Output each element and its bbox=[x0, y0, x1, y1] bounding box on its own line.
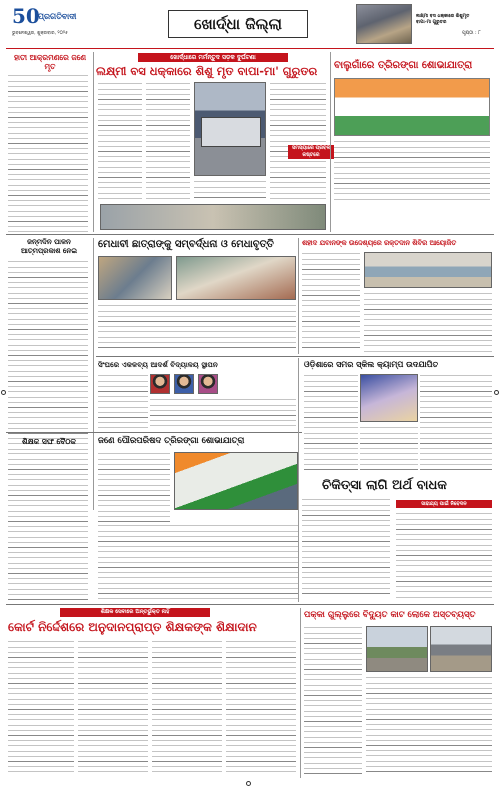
odisha-story-text-2 bbox=[420, 374, 492, 474]
left2-headline bbox=[8, 238, 90, 256]
teacher-story-text bbox=[8, 452, 88, 602]
bottom-story-text-4 bbox=[226, 640, 296, 776]
school-story-text-1 bbox=[98, 374, 148, 430]
chikitsa-story-text-2 bbox=[396, 512, 492, 598]
merit-headline: ମେଧାବୀ ଛାତ୍ରାଙ୍କୁ ସମ୍ବର୍ଦ୍ଧନା ଓ ମେଧାବୃତ୍ତି bbox=[98, 239, 274, 250]
teaser-photo bbox=[356, 4, 412, 44]
section-title: ଖୋର୍ଦ୍ଧା ଜିଲ୍ଲା bbox=[193, 15, 282, 33]
tiranga-rally-photo bbox=[174, 452, 298, 510]
portrait-2 bbox=[174, 374, 194, 394]
tricolor-headline: ବାଲୁଗାଁରେ ତ୍ରିରଙ୍ଗା ଶୋଭାଯାତ୍ରା bbox=[334, 60, 473, 71]
bus-story-text-1 bbox=[98, 82, 142, 200]
column-rule bbox=[300, 608, 301, 778]
section-title-box bbox=[168, 10, 308, 38]
teaser-line-2: ବାପା-ମା ଗୁରୁତର bbox=[416, 20, 447, 25]
bus-accident-photo bbox=[194, 82, 266, 176]
chikitsa-headline: ଚିକିତ୍ସା ଲାଗି ଅର୍ଥ ବାଧକ bbox=[322, 478, 447, 493]
logo-number: 50 bbox=[12, 4, 40, 28]
road-kicker: ସମସ୍ୟାରେ ପ୍ରବଳ କଷ୍ଟରେ bbox=[288, 145, 334, 159]
merit-photo-2 bbox=[176, 256, 296, 300]
tricolor-rally-photo bbox=[334, 78, 490, 136]
column-rule bbox=[298, 358, 299, 602]
tiranga-story-text-2 bbox=[98, 524, 298, 600]
section-rule bbox=[6, 604, 494, 605]
bottom-story-text-2 bbox=[78, 640, 148, 776]
portrait-3 bbox=[198, 374, 218, 394]
elephant-headline: ହାତୀ ଆକ୍ରମଣରେ ଜଣେ ମୃତ bbox=[13, 53, 87, 71]
column-rule bbox=[93, 52, 94, 232]
registration-mark bbox=[1, 390, 6, 395]
page-label: ପୃଷ୍ଠା : ୮ bbox=[462, 31, 481, 36]
bottom-story-text-3 bbox=[152, 640, 222, 776]
masthead bbox=[0, 0, 500, 50]
school-headline: ସିଂଘରେ ଏକଳବ୍ୟ ଆଦର୍ଶ ବିଦ୍ୟାଳୟ ସ୍ଥାପନ bbox=[98, 360, 218, 369]
chikitsa-story-text-1 bbox=[302, 498, 390, 598]
odisha-story-text-1 bbox=[304, 374, 358, 474]
road-photo bbox=[100, 204, 326, 230]
print-color-bar bbox=[8, 781, 40, 788]
martyr-story-text-2 bbox=[364, 292, 492, 352]
dateline: ଭୁବନେଶ୍ୱର, ଶୁକ୍ରବାର, ୨୦୨୫ bbox=[12, 31, 68, 36]
bus-kicker: ଖୋର୍ଦ୍ଧାରେ ମର୍ମନ୍ତୁଦ ସଡ଼କ ଦୁର୍ଘଟଣା bbox=[138, 53, 288, 62]
column-rule bbox=[298, 238, 299, 354]
power-headline: ପକ୍କା ଗୁଲ୍ଲୁରେ ବିଦ୍ୟୁତ କାଟ ଲୋକେ ଅସ୍ତବ୍ୟସ୍ତ bbox=[304, 610, 476, 620]
section-rule bbox=[96, 356, 494, 357]
bus-story-text-2 bbox=[146, 82, 190, 200]
merit-photo-1 bbox=[98, 256, 172, 300]
tiranga-story-text-1 bbox=[98, 452, 170, 522]
left2-headline-line-1: ଜନ୍ମଦିନ ପାଳନ bbox=[27, 238, 71, 246]
bottom-headline: କୋର୍ଟ ନିର୍ଦ୍ଦେଶରେ ଅନୁଦାନପ୍ରାପ୍ତ ଶିକ୍ଷକଙ୍କ ଶିକ୍ଷାଦାନ bbox=[8, 620, 257, 634]
column-rule bbox=[93, 238, 94, 510]
bus-story-text-4 bbox=[270, 82, 326, 200]
registration-mark bbox=[494, 390, 499, 395]
left2-headline-line-2: ଆତ୍ମପ୍ରକାଶ ନେଇ bbox=[20, 247, 78, 255]
martyr-headline: ଶହୀଦ ଯବାନଙ୍କ ଉଦ୍ଦେଶ୍ୟରେ ରକ୍ତଦାନ ଶିବିର ଆୟୋଜିତ bbox=[302, 239, 457, 247]
elephant-story-text bbox=[8, 74, 88, 232]
odisha-story-text-3 bbox=[360, 426, 418, 474]
help-kicker: ସାହାଯ୍ୟ ପାଇଁ ନିବେଦନ bbox=[396, 500, 492, 508]
skill-camp-photo bbox=[360, 374, 418, 422]
registration-mark bbox=[246, 781, 251, 786]
tricolor-story-text bbox=[334, 140, 490, 200]
newspaper-logo bbox=[12, 4, 102, 28]
bottom-story-text-1 bbox=[8, 640, 74, 776]
merit-story-text bbox=[98, 304, 296, 352]
bus-story-text-3 bbox=[194, 180, 266, 200]
power-photo-2 bbox=[430, 626, 492, 672]
bus-headline: ଲକ୍ଷ୍ମୀ ବସ ଧକ୍କାରେ ଶିଶୁ ମୃତ ବାପା-ମା' ଗୁରୁତର bbox=[96, 64, 318, 78]
print-color-bar bbox=[452, 781, 484, 788]
blood-donation-photo bbox=[364, 252, 492, 288]
martyr-story-text-1 bbox=[302, 252, 360, 352]
power-story-text-1 bbox=[304, 626, 362, 776]
power-story-text-2 bbox=[366, 676, 492, 776]
teacher-headline: ଶିକ୍ଷକ ସଙ୍ଘ ବୈଠକ bbox=[22, 437, 76, 446]
section-rule bbox=[6, 432, 302, 433]
bottom-kicker: ଶିକ୍ଷକ ସେବାରେ ଅନ୍ତର୍ଭୁକ୍ତ ନାହିଁ bbox=[60, 608, 210, 617]
school-story-text-2 bbox=[150, 398, 296, 430]
power-photo-1 bbox=[366, 626, 428, 672]
tiranga-headline: ଜଣେ ପୌରପରିଷଦ ତ୍ରିରଙ୍ଗା ଶୋଭାଯାତ୍ରା bbox=[98, 436, 245, 446]
brand-name: ପ୍ରଗତିବାଦୀ bbox=[38, 12, 77, 21]
teaser-text bbox=[416, 14, 488, 26]
section-rule bbox=[6, 234, 494, 235]
column-rule bbox=[330, 52, 331, 232]
teaser-line-1: ଲକ୍ଷ୍ମୀ ବସ ଧକ୍କାରେ ଶିଶୁମୃତ bbox=[416, 14, 470, 19]
masthead-rule bbox=[6, 48, 494, 49]
odisha-headline: ଓଡ଼ିଶାରେ ସମର ସ୍କିଲ କ୍ୟାମ୍ପ ଉଦଯାପିତ bbox=[304, 360, 439, 369]
student-portraits bbox=[150, 374, 220, 396]
portrait-1 bbox=[150, 374, 170, 394]
